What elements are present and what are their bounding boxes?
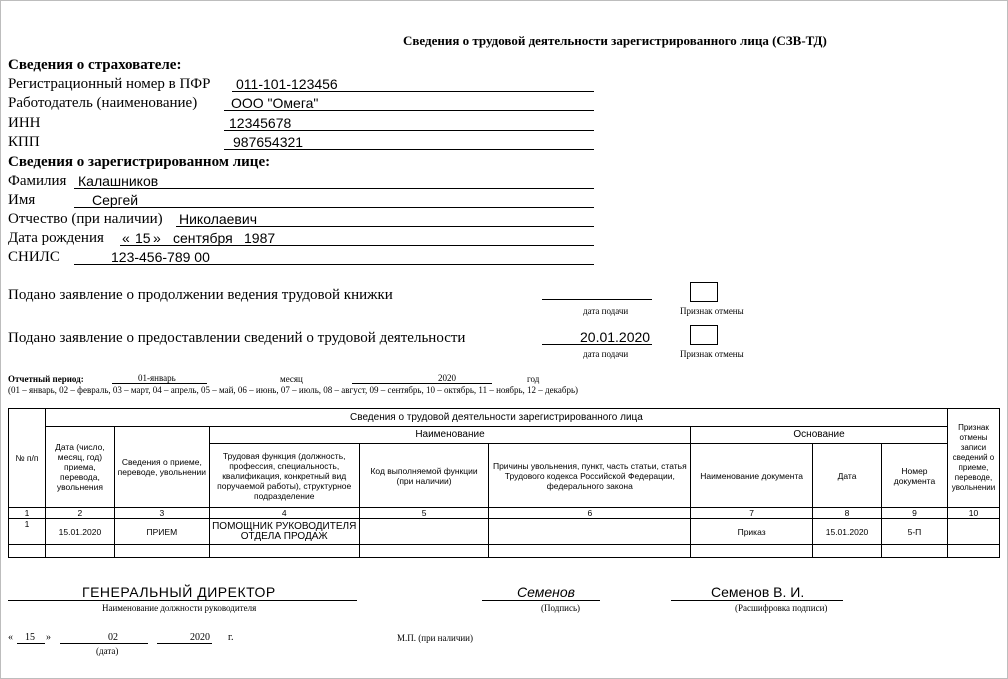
period-label: Отчетный период: [8, 374, 84, 384]
employer-line [224, 110, 594, 111]
name-label: Имя [8, 192, 36, 208]
name-line [74, 207, 594, 208]
col-date-header: Дата (число, месяц, год) приема, перевода, увольнения [45, 427, 114, 508]
kpp-label: КПП [8, 134, 40, 150]
activity-table [8, 408, 1000, 558]
reg-number-value[interactable]: 011-101-123456 [236, 76, 338, 92]
basis-header: Основание [691, 427, 948, 444]
continue-book-label: Подано заявление о продолжении ведения трудовой книжки [8, 287, 393, 303]
person-heading: Сведения о зарегистрированном лице: [8, 154, 271, 170]
dob-label: Дата рождения [8, 230, 104, 246]
surname-value[interactable]: Калашников [78, 173, 159, 189]
reg-number-label: Регистрационный номер в ПФР [8, 76, 211, 92]
col-number-cell: 4 [209, 508, 359, 519]
position-value[interactable]: ГЕНЕРАЛЬНЫЙ ДИРЕКТОР [82, 584, 276, 600]
position-line [8, 600, 357, 601]
row-date-cell[interactable]: 15.01.2020 [45, 519, 114, 545]
row-code-cell[interactable] [359, 519, 489, 545]
dob-year[interactable]: 1987 [244, 230, 276, 246]
col-doc-date-header: Дата [813, 444, 882, 508]
position-caption: Наименование должности руководителя [102, 603, 257, 613]
inn-value[interactable]: 12345678 [229, 115, 292, 131]
date-year-line [157, 643, 212, 644]
row-info-cell[interactable]: ПРИЕМ [114, 519, 209, 545]
signature-line [482, 600, 600, 601]
col-reasons-header: Причины увольнения, пункт, часть статьи, статья Трудового кодекса Российской Федерации, федерального закона [489, 444, 691, 508]
period-month-value[interactable]: 01-январь [138, 373, 176, 383]
row-function-cell[interactable]: ПОМОЩНИК РУКОВОДИТЕЛЯ ОТДЕЛА ПРОДАЖ [209, 519, 359, 545]
continue-book-date-line[interactable] [542, 299, 652, 300]
col-info-header: Сведения о приеме, переводе, увольнении [114, 427, 209, 508]
row-doc-date-cell[interactable]: 15.01.2020 [813, 519, 882, 545]
row-reasons-cell[interactable] [489, 519, 691, 545]
period-year-line [352, 383, 492, 384]
employer-value[interactable]: ООО "Омега" [231, 95, 319, 111]
col-number-cell: 6 [489, 508, 691, 519]
row-doc-name-cell[interactable]: Приказ [691, 519, 813, 545]
inn-label: ИНН [8, 115, 41, 131]
surname-line [74, 188, 594, 189]
provide-info-date-line [542, 344, 652, 345]
continue-book-cancel-caption: Признак отмены [680, 306, 744, 316]
dob-open-quote: « [122, 230, 130, 246]
col-number-cell: 3 [114, 508, 209, 519]
surname-label: Фамилия [8, 173, 67, 189]
row-cancel-cell[interactable] [947, 519, 999, 545]
provide-info-cancel-caption: Признак отмены [680, 349, 744, 359]
date-close-quote: » [46, 632, 51, 643]
col-number-cell: 8 [813, 508, 882, 519]
date-caption: (дата) [96, 646, 119, 656]
col-number-cell: 10 [947, 508, 999, 519]
decode-caption: (Расшифровка подписи) [735, 603, 828, 613]
patronymic-label: Отчество (при наличии) [8, 211, 163, 227]
date-day-line [17, 643, 45, 644]
group-title-header: Сведения о трудовой деятельности зарегистрированного лица [45, 409, 947, 427]
row-num-cell: 1 [9, 519, 46, 545]
provide-info-date-value[interactable]: 20.01.2020 [580, 329, 651, 345]
period-year-value[interactable]: 2020 [438, 373, 456, 383]
period-year-caption: год [527, 374, 540, 384]
snils-label: СНИЛС [8, 249, 60, 265]
naming-header: Наименование [209, 427, 690, 444]
col-doc-name-header: Наименование документа [691, 444, 813, 508]
kpp-line [224, 149, 594, 150]
period-month-line [112, 383, 207, 384]
inn-line [224, 130, 594, 131]
name-value[interactable]: Сергей [92, 192, 139, 208]
col-number-cell: 5 [359, 508, 489, 519]
insurer-heading: Сведения о страхователе: [8, 57, 182, 73]
stamp-caption: М.П. (при наличии) [397, 633, 473, 643]
form-title: Сведения о трудовой деятельности зарегистрированного лица (СЗВ-ТД) [403, 33, 827, 48]
date-day[interactable]: 15 [25, 632, 35, 643]
period-month-caption: месяц [280, 374, 303, 384]
col-number-cell: 2 [45, 508, 114, 519]
continue-book-cancel-box[interactable] [690, 282, 718, 302]
decode-value[interactable]: Семенов В. И. [711, 584, 805, 600]
col-number-cell: 7 [691, 508, 813, 519]
col-doc-num-header: Номер документа [881, 444, 947, 508]
table-row-empty [9, 545, 1000, 558]
employer-label: Работодатель (наименование) [8, 95, 198, 111]
date-year-suffix: г. [228, 632, 234, 643]
col-num-header: № п/п [9, 409, 46, 508]
provide-info-label: Подано заявление о предоставлении сведений о трудовой деятельности [8, 330, 466, 346]
continue-book-date-caption: дата подачи [583, 306, 629, 316]
col-function-header: Трудовая функция (должность, профессия, специальность, квалификация, конкретный вид поручаемой работы), структурное подразделение [209, 444, 359, 508]
patronymic-line [176, 226, 594, 227]
date-month[interactable]: 02 [108, 632, 118, 643]
col-number-cell: 9 [881, 508, 947, 519]
snils-line [74, 264, 594, 265]
dob-month[interactable]: сентября [173, 230, 233, 246]
table-row [9, 519, 1000, 545]
reg-number-line [232, 91, 594, 92]
col-number-cell: 1 [9, 508, 46, 519]
kpp-value[interactable]: 987654321 [233, 134, 304, 150]
patronymic-value[interactable]: Николаевич [179, 211, 257, 227]
date-year[interactable]: 2020 [190, 632, 210, 643]
provide-info-date-caption: дата подачи [583, 349, 629, 359]
decode-line [671, 600, 843, 601]
signature-value[interactable]: Семенов [517, 584, 575, 600]
signature-caption: (Подпись) [541, 603, 581, 613]
period-legend: (01 – январь, 02 – февраль, 03 – март, 04 – апрель, 05 – май, 06 – июнь, 07 – июль, 08 – август, 09 – сентябрь, 10 – октябрь, 11 – ноябрь, 12 – декабрь) [8, 385, 579, 395]
date-month-line [60, 643, 148, 644]
dob-day[interactable]: 15 [135, 230, 151, 246]
dob-line [120, 245, 594, 246]
row-doc-num-cell[interactable]: 5-П [881, 519, 947, 545]
provide-info-cancel-box[interactable] [690, 325, 718, 345]
col-code-header: Код выполняемой функции (при наличии) [359, 444, 489, 508]
date-open-quote: « [8, 632, 13, 643]
col-cancel-header: Признак отмены записи сведений о приеме, переводе, увольнении [947, 409, 999, 508]
dob-close-quote: » [153, 230, 161, 246]
snils-value[interactable]: 123-456-789 00 [111, 249, 210, 265]
